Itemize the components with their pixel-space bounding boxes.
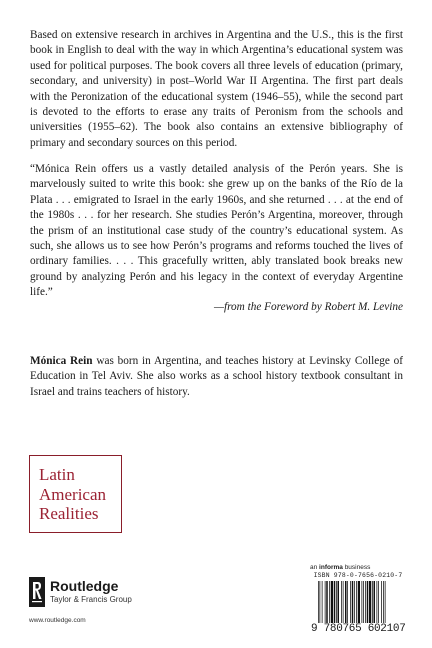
series-line-2: American bbox=[39, 484, 107, 504]
quote-attribution: —from the Foreword by Robert M. Levine bbox=[213, 301, 403, 313]
publisher-group: Taylor & Francis Group bbox=[50, 595, 132, 604]
publisher-url: www.routledge.com bbox=[29, 617, 86, 624]
isbn-label: ISBN 978-0-7656-0210-7 bbox=[313, 572, 403, 579]
informa-brand: informa bbox=[319, 564, 343, 571]
series-line-3: Realities bbox=[39, 504, 99, 523]
barcode-digits: 9 780765 602107 bbox=[311, 623, 406, 635]
barcode-icon bbox=[317, 581, 401, 623]
publisher-name: Routledge bbox=[50, 578, 119, 594]
foreword-quote: “Mónica Rein offers us a vastly detailed analysis of the Perón years. She is marvelously suited to write this book: she grew up on the banks of the Río de la Plata . . . emigrated to Israel in the early 1960s, and she returned . . . at the end of the 1980s . . . for her research. She studies Perón’s Argentina, moreover, through the prism of an institutional case study of the country’s educational system. As such, she allows us to see how Perón’s programs and reforms touched the lives of ordinary families. . . . This gracefully written, ably translated book breaks new ground by analyzing Perón and his legacy in the context of everyday Argentine life.” bbox=[30, 163, 403, 299]
author-name: Mónica Rein bbox=[30, 355, 93, 367]
author-bio-text: was born in Argentina, and teaches history at Levinsky College of Education in Tel Aviv. She also works as a school history textbook consultant in Israel and trains teachers of history. bbox=[30, 355, 403, 398]
informa-tagline bbox=[310, 564, 370, 571]
series-line-1: Latin bbox=[39, 465, 75, 484]
author-bio bbox=[30, 354, 403, 400]
informa-suffix: business bbox=[342, 564, 371, 571]
series-logo bbox=[29, 455, 122, 533]
publisher-block bbox=[50, 578, 132, 605]
book-description: Based on extensive research in archives in Argentina and the U.S., this is the first book in English to deal with the way in which Argentina’s educational system was used for political purposes. The book covers all three levels of education (primary, secondary, and university) in post–World War II Argentina. The first part deals with the Peronization of the educational system (1946–55), while the second part is devoted to the efforts to erase any traits of Peronism from the schools and universities (1955–62). The book also contains an extensive bibliography of primary and secondary sources on this period. bbox=[30, 29, 403, 149]
informa-prefix: an bbox=[310, 564, 320, 571]
routledge-logo-icon bbox=[29, 577, 45, 607]
barcode-block bbox=[311, 572, 405, 636]
